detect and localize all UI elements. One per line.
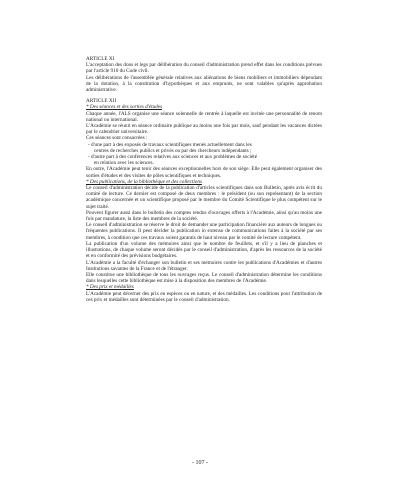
seances-paragraph-3: Ces séances sont consacrées : — [86, 135, 148, 142]
publications-paragraph-1: Le conseil d'administration décide de la publication d'articles scientifiques dans son Bulletin, après avis écrit du comité de lecture. Ce dernier est composé de deux membres : le président (ou son représentant) de la section académique concernée et un scientifique proposé par le membre du Comité Scientifique le plus compétent sur le sujet traité. — [86, 185, 322, 210]
bullet-1-line-1: - d'une part à des exposés de travaux scientifiques menés actuellement dans les — [88, 141, 252, 148]
page-body — [86, 56, 322, 303]
publications-paragraph-4: La publication d'un volume des mémoires ainsi que le nombre de feuillets, et s'il y a lieu de planches et illustrations, de chaque volume seront décidés par le conseil d'administration, d'après les ressources de la société et en conformité des prévisions budgétaires. — [86, 240, 322, 260]
bullet-2-line-1: - d'autre part à des conférences relatives aux sciences et aux problèmes de société — [88, 154, 258, 161]
bullet-1-line-2: centres de recherches publics et privés ou par des chercheurs indépendants ; — [94, 147, 252, 154]
seances-paragraph-4: En outre, l'Académie peut tenir des séances exceptionnelles hors de son siège. Elle peut également organiser des sorties d'études et des visites de pôles scientifiques et techniques. — [86, 166, 322, 179]
section-heading-seances: * Des séances et des sorties d'études — [86, 104, 163, 111]
publications-paragraph-2: Pouvent figurer aussi dans le bulletin des comptes rendus d'ouvrages offerts à l'Académie, ainsi qu'au moins une fois par mandature, la liste des membres de la société. — [86, 209, 322, 223]
bullet-2-line-2: en relation avec les sciences. — [94, 160, 154, 167]
seances-paragraph-2: L'Académie se réunit en séance ordinaire publique au moins une fois par mois, sauf pendant les vacances dictées par le calendrier universitaire. — [86, 123, 322, 136]
section-heading-publications: * Des publications, de la bibliothèque et des collections — [86, 178, 202, 185]
seances-paragraph-1: Chaque année, l'ALS organise une séance solennelle de rentrée à laquelle est invitée une personnalité de renom national ou international. — [86, 110, 322, 123]
article-xi-title: ARTICLE XI — [86, 56, 115, 62]
prix-paragraph-1: L'Académie peut décerner des prix en espèces ou en nature, et des médailles. Les conditions pour l'attribution de ces prix et médailles sont déterminées par le conseil d'administration. — [86, 290, 322, 303]
publications-paragraph-6: Elle constitue une bibliothèque de tous les ouvrages reçus. Le conseil d'administration détermine les conditions dans lesquelles cette bibliothèque est mise à la disposition des membres de l'Académie. — [86, 271, 322, 285]
section-heading-prix: * Des prix et médailles — [86, 284, 134, 291]
article-xi-paragraph-2: Les délibérations de l'assemblée générale relatives aux aliénations de biens mobiliers et immobiliers dépendant de la dotation, à la constitution d'hypothèques et aux emprunts, ne sont valables qu'après approbation administrative. — [86, 74, 322, 94]
page-number: - 107 - — [192, 460, 208, 466]
publications-paragraph-3: Le conseil d'administration se réserve le droit de demander une participation financière aux auteurs de longues ou fréquentes publications. Il peut décider la publication in extenso de communications faites à la société par ses membres, à condition que ces travaux soient garantis de haut niveau par le comité de lecture compétent. — [86, 222, 322, 241]
article-xii-title: ARTICLE XII — [86, 98, 117, 105]
publications-paragraph-5: L'Académie a la faculté d'échanger son bulletin et ses mémoires contre les publications d'Académies et d'autres Institutions savantes de la France et de l'étranger. — [86, 259, 322, 272]
article-xi-paragraph-1: L'acceptation des dons et legs par délibération du conseil d'administration prend effet dans les conditions prévues par l'article 910 du Code civil. — [86, 62, 322, 75]
